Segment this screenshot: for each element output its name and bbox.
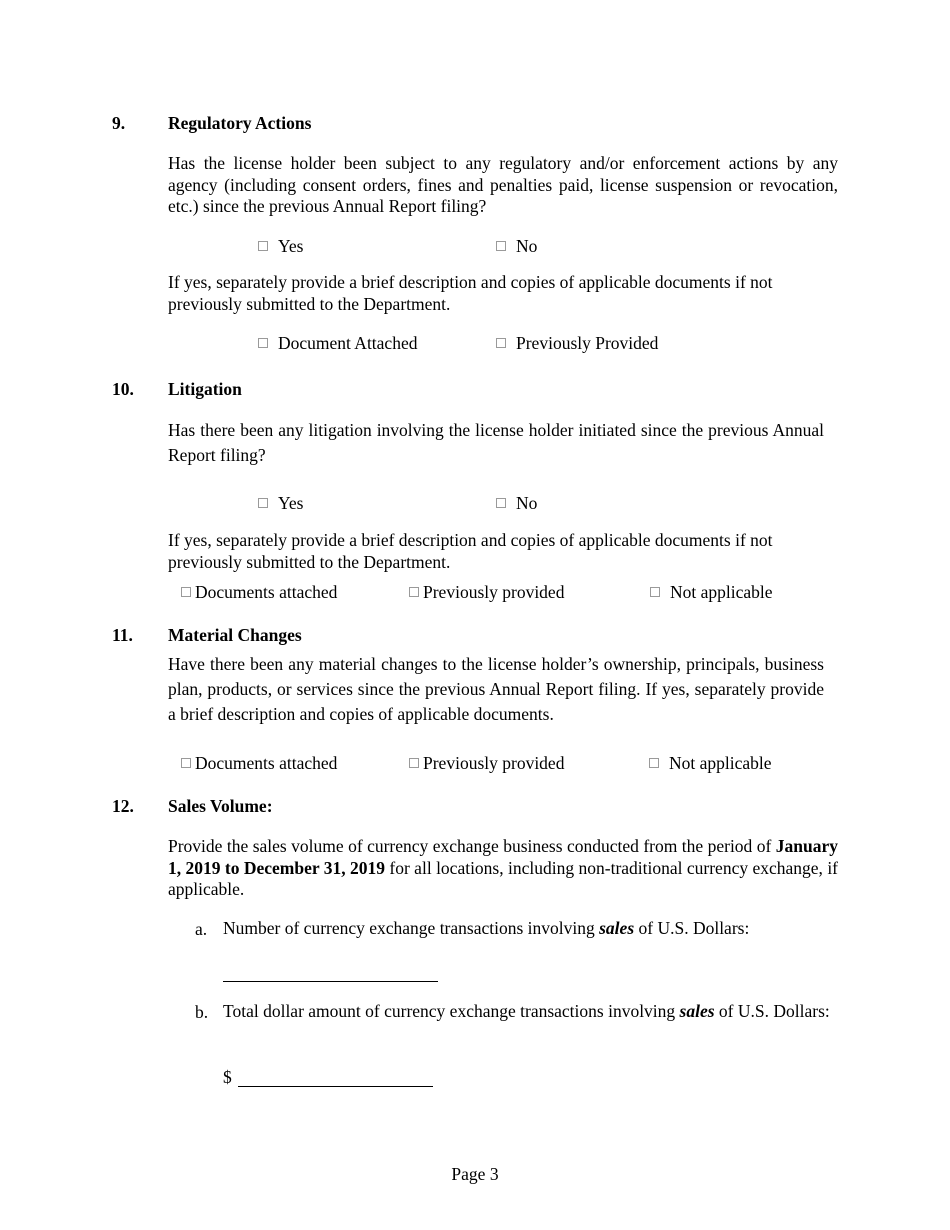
section-question: Has there been any litigation involving the license holder initiated since the previous Annual Report filing? bbox=[168, 420, 824, 465]
list-item-text bbox=[223, 916, 838, 941]
transactions-count-field[interactable] bbox=[223, 964, 438, 982]
section-title: Litigation bbox=[168, 379, 242, 399]
option-no[interactable] bbox=[496, 493, 537, 514]
list-letter: a. bbox=[195, 919, 208, 939]
section-number: 12. bbox=[112, 796, 134, 816]
option-label: Previously provided bbox=[423, 582, 565, 602]
checkbox[interactable] bbox=[409, 758, 419, 768]
option-previously-provided[interactable] bbox=[409, 582, 564, 603]
list-letter: b. bbox=[195, 1002, 209, 1022]
item-emphasis: sales bbox=[599, 918, 635, 938]
item-text: of U.S. Dollars: bbox=[718, 1001, 830, 1021]
section-title: Sales Volume: bbox=[168, 796, 273, 816]
section-question: Have there been any material changes to the license holder’s ownership, principals, business plan, products, or services since the previous Annual Report filing. If yes, separately provide a brief description and copies of applicable documents. bbox=[168, 654, 824, 724]
checkbox[interactable] bbox=[181, 758, 191, 768]
option-yes[interactable] bbox=[258, 236, 303, 257]
checkbox[interactable] bbox=[496, 498, 506, 508]
item-emphasis: sales bbox=[679, 1001, 715, 1021]
option-label: Yes bbox=[278, 493, 304, 513]
currency-symbol: $ bbox=[223, 1067, 232, 1087]
section-instruction: If yes, separately provide a brief description and copies of applicable documents if not previously submitted to the Department. bbox=[168, 272, 773, 314]
checkbox[interactable] bbox=[258, 241, 268, 251]
section-number: 10. bbox=[112, 379, 134, 399]
checkbox[interactable] bbox=[496, 241, 506, 251]
option-label: Documents attached bbox=[195, 753, 338, 773]
option-documents-attached[interactable] bbox=[181, 582, 337, 603]
option-label: No bbox=[516, 236, 538, 256]
option-label: Document Attached bbox=[278, 333, 418, 353]
option-not-applicable[interactable] bbox=[650, 582, 773, 603]
option-label: No bbox=[516, 493, 538, 513]
option-previously-provided[interactable] bbox=[496, 333, 658, 354]
section-title: Regulatory Actions bbox=[168, 113, 312, 133]
item-text: Number of currency exchange transactions involving bbox=[223, 918, 595, 938]
option-label: Previously provided bbox=[423, 753, 565, 773]
checkbox[interactable] bbox=[409, 587, 419, 597]
section-intro bbox=[168, 836, 838, 901]
option-documents-attached[interactable] bbox=[181, 753, 337, 774]
section-question: Has the license holder been subject to any regulatory and/or enforcement actions by any agency (including consent orders, fines and penalties paid, license suspension or revocation, etc.) since the previous Annual Report filing? bbox=[168, 153, 838, 216]
option-label: Documents attached bbox=[195, 582, 338, 602]
option-previously-provided[interactable] bbox=[409, 753, 564, 774]
option-not-applicable[interactable] bbox=[649, 753, 772, 774]
option-yes[interactable] bbox=[258, 493, 303, 514]
section-title: Material Changes bbox=[168, 625, 302, 645]
item-text: of U.S. Dollars: bbox=[638, 918, 750, 938]
intro-text: Provide the sales volume of currency exchange business conducted from the period of bbox=[168, 836, 772, 856]
section-number: 11. bbox=[112, 625, 133, 645]
checkbox[interactable] bbox=[496, 338, 506, 348]
page-number: Page 3 bbox=[451, 1164, 499, 1184]
checkbox[interactable] bbox=[258, 498, 268, 508]
section-instruction: If yes, separately provide a brief description and copies of applicable documents if not previously submitted to the Department. bbox=[168, 530, 773, 572]
option-no[interactable] bbox=[496, 236, 537, 257]
option-document-attached[interactable] bbox=[258, 333, 417, 354]
list-item-text bbox=[223, 999, 838, 1024]
item-text: Total dollar amount of currency exchange transactions involving bbox=[223, 1001, 676, 1021]
option-label: Not applicable bbox=[670, 582, 773, 602]
option-label: Previously Provided bbox=[516, 333, 659, 353]
checkbox[interactable] bbox=[258, 338, 268, 348]
checkbox[interactable] bbox=[650, 587, 660, 597]
option-label: Yes bbox=[278, 236, 304, 256]
option-label: Not applicable bbox=[669, 753, 772, 773]
dollar-amount-row bbox=[223, 1067, 232, 1088]
reporting-period: January 1, 2019 to December 31, 2019 bbox=[168, 836, 838, 878]
checkbox[interactable] bbox=[181, 587, 191, 597]
section-number: 9. bbox=[112, 113, 126, 133]
checkbox[interactable] bbox=[649, 758, 659, 768]
dollar-amount-field[interactable] bbox=[238, 1069, 433, 1087]
intro-text: for all locations, including non-traditional currency exchange, if applicable. bbox=[168, 857, 839, 899]
